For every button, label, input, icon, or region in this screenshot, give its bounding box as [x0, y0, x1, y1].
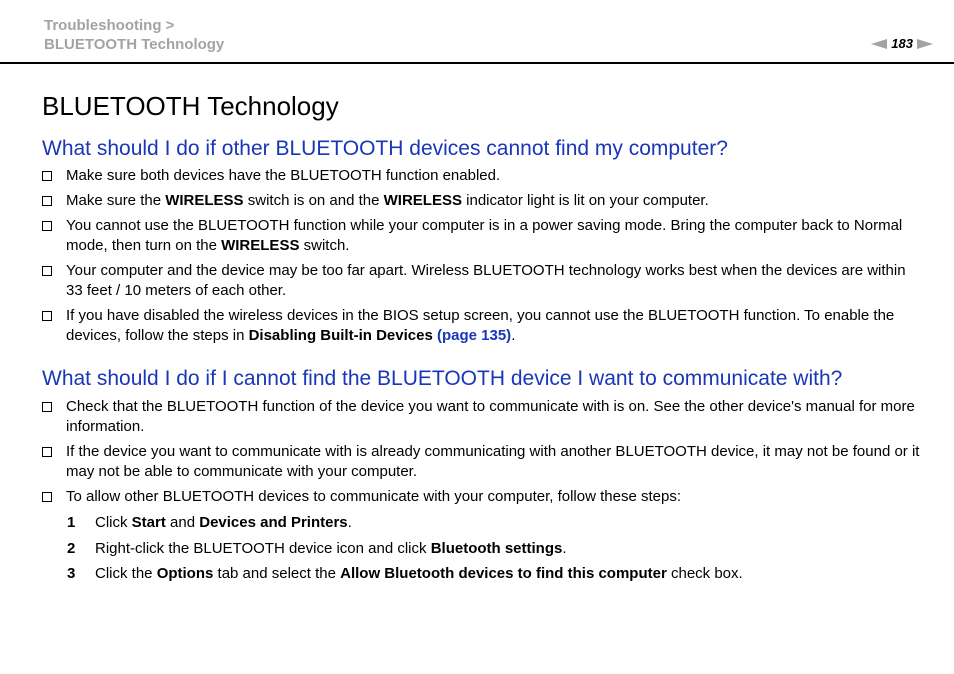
checkbox-bullet-icon — [42, 171, 52, 181]
section-heading-find-computer: What should I do if other BLUETOOTH devices cannot find my computer? — [42, 137, 728, 160]
section1-list — [42, 166, 922, 351]
checkbox-bullet-icon — [42, 492, 52, 502]
list-item: Check that the BLUETOOTH function of the device you want to communicate with is on. See the other device's manual for more information. — [42, 397, 922, 437]
list-item: To allow other BLUETOOTH devices to communicate with your computer, follow these steps: — [42, 487, 922, 507]
checkbox-bullet-icon — [42, 266, 52, 276]
checkbox-bullet-icon — [42, 221, 52, 231]
list-item: You cannot use the BLUETOOTH function while your computer is in a power saving mode. Bring the computer back to Normal mode, then turn on the WIRELESS switch. — [42, 216, 922, 256]
breadcrumb-bluetooth[interactable]: BLUETOOTH Technology — [44, 36, 225, 53]
step-item: 1 Click Start and Devices and Printers. — [67, 514, 352, 531]
checkbox-bullet-icon — [42, 447, 52, 457]
step-item: 2 Right-click the BLUETOOTH device icon and click Bluetooth settings. — [67, 539, 567, 557]
previous-page-arrow-icon[interactable] — [871, 39, 887, 49]
checkbox-bullet-icon — [42, 402, 52, 412]
page-number: 183 — [891, 36, 913, 51]
list-item: Make sure the WIRELESS switch is on and the WIRELESS indicator light is lit on your computer. — [42, 191, 922, 211]
page-navigation — [871, 36, 933, 51]
list-item: Your computer and the device may be too far apart. Wireless BLUETOOTH technology works best when the devices are within 33 feet / 10 meters of each other. — [42, 261, 922, 301]
steps-list — [67, 513, 743, 590]
checkbox-bullet-icon — [42, 196, 52, 206]
page-title: BLUETOOTH Technology — [42, 91, 339, 121]
list-item: Make sure both devices have the BLUETOOTH function enabled. — [42, 166, 922, 186]
breadcrumb-troubleshooting[interactable]: Troubleshooting > — [44, 17, 175, 34]
section2-list — [42, 397, 922, 512]
header-divider — [0, 62, 954, 64]
checkbox-bullet-icon — [42, 311, 52, 321]
step-item: 3 Click the Options tab and select the Allow Bluetooth devices to find this computer check box. — [67, 565, 743, 582]
list-item: If the device you want to communicate with is already communicating with another BLUETOOTH device, it may not be found or it may not be able to communicate with your computer. — [42, 442, 922, 482]
list-item: If you have disabled the wireless devices in the BIOS setup screen, you cannot use the BLUETOOTH function. To enable the devices, follow the steps in Disabling Built-in Devices (page 135). — [42, 306, 922, 346]
next-page-arrow-icon[interactable] — [917, 39, 933, 49]
page-135-link[interactable]: (page 135) — [436, 327, 512, 344]
section-heading-find-device: What should I do if I cannot find the BLUETOOTH device I want to communicate with? — [42, 367, 843, 390]
breadcrumb — [44, 16, 224, 54]
